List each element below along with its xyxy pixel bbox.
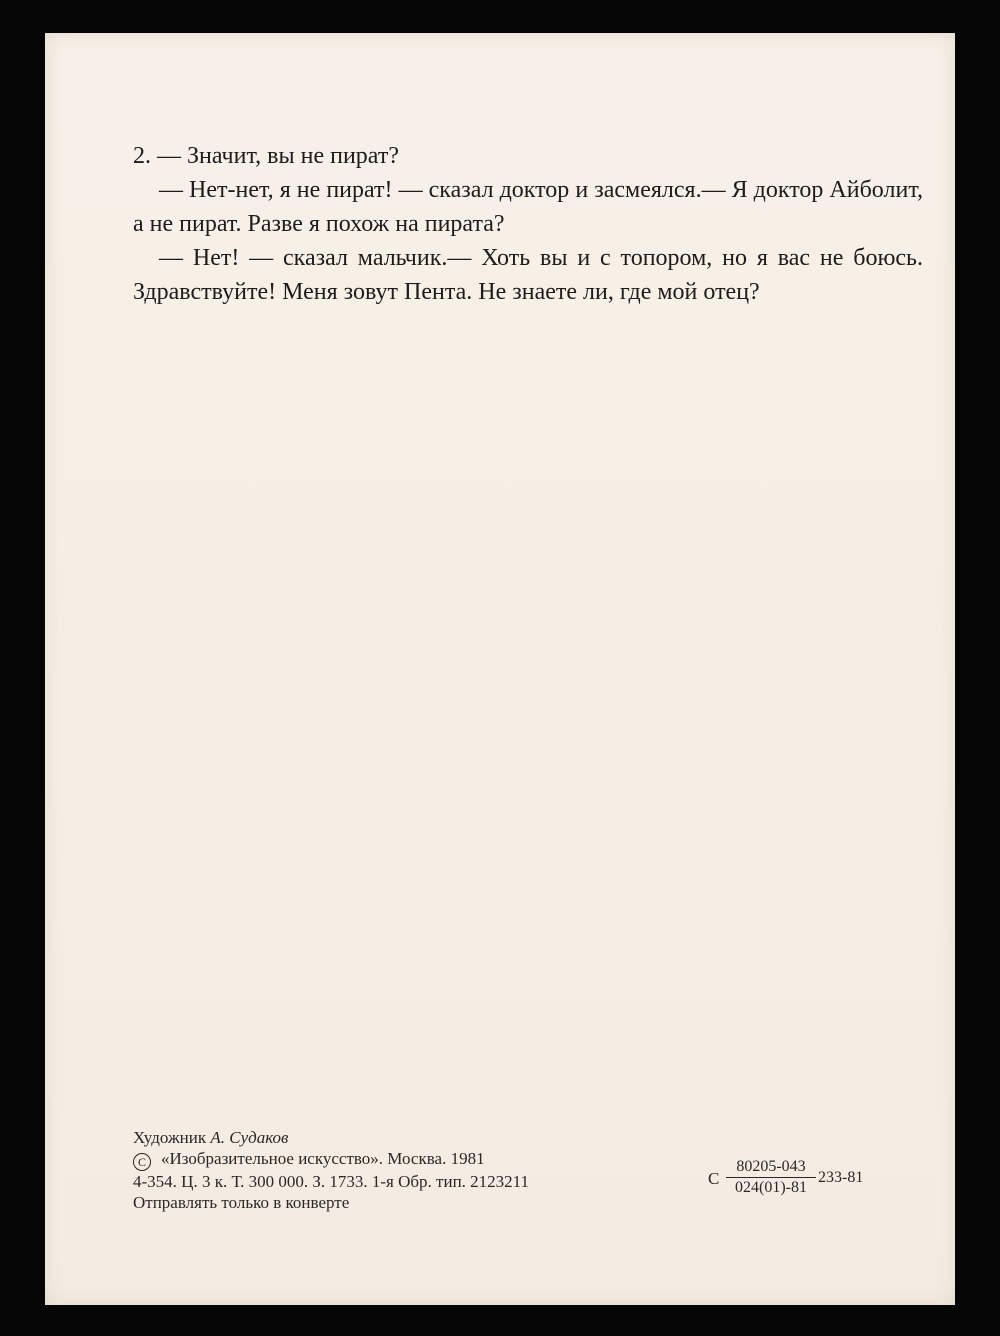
artist-label: Художник [133,1128,207,1147]
artist-name: А. Судаков [210,1128,289,1147]
catalog-denominator: 024(01)-81 [735,1179,807,1196]
story-text [133,139,923,309]
catalog-numerator: 80205-043 [736,1158,806,1175]
story-line-3: — Нет! — сказал мальчик.— Хоть вы и с топором, но я вас не боюсь. Здравствуйте! Меня зовут Пента. Не знаете ли, где мой отец? [133,245,923,305]
catalog-letter: С [708,1169,720,1188]
imprint-block [133,1127,529,1213]
publisher-line [133,1148,529,1171]
mailing-note: Отправлять только в конверте [133,1193,350,1212]
artist-credit [133,1127,529,1148]
copyright-icon: C [133,1153,151,1171]
print-info: 4-354. Ц. 3 к. Т. 300 000. З. 1733. 1-я Обр. тип. 2123211 [133,1172,530,1191]
story-line-1: 2. — Значит, вы не пират? [133,143,399,169]
catalog-fraction [726,1157,816,1198]
publisher-text: «Изобразительное искусство». Москва. 1981 [161,1149,485,1168]
story-line-2: — Нет-нет, я не пират! — сказал доктор и засмеялся.— Я доктор Айболит, а не пират. Разве я похож на пирата? [133,177,923,237]
catalog-suffix: 233-81 [818,1169,864,1186]
postcard-back [45,33,955,1305]
catalog-index [708,1157,908,1217]
